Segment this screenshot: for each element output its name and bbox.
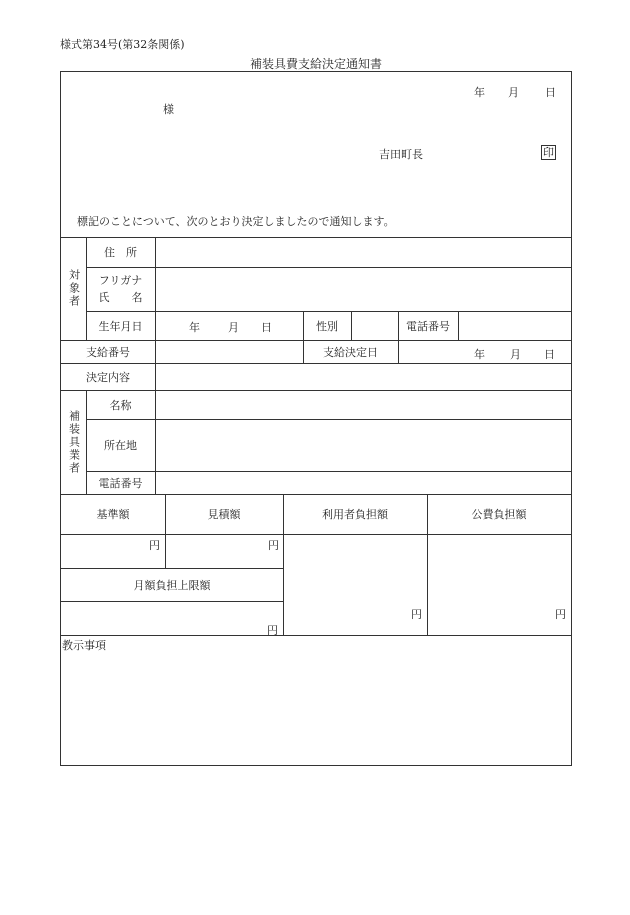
- standard-amount-label: 基準額: [96, 508, 130, 521]
- vendor-name-label: 名称: [109, 398, 132, 412]
- phone-value[interactable]: [458, 311, 571, 340]
- birth-year: 年: [189, 321, 200, 334]
- monthly-cap-yen: 円: [267, 624, 278, 637]
- vendor-location-value[interactable]: [155, 419, 571, 471]
- name-label: 氏 名: [98, 291, 143, 304]
- header-date-month: 月: [508, 86, 519, 99]
- page-title: 補装具費支給決定通知書: [250, 57, 383, 71]
- vendor-phone-value[interactable]: [155, 471, 571, 494]
- form-reference: 様式第34号(第32条関係): [60, 38, 185, 51]
- addressee-suffix: 様: [163, 103, 174, 116]
- vendor-phone-label: 電話番号: [98, 476, 143, 490]
- vendor-group-label: 補装具業者: [67, 409, 81, 475]
- decision-date-label: 支給決定日: [323, 345, 378, 359]
- public-burden-label: 公費負担額: [471, 508, 527, 521]
- header-date-year: 年: [474, 86, 485, 99]
- estimate-amount-label: 見積額: [207, 508, 241, 521]
- furigana-label: フリガナ: [98, 274, 143, 287]
- payment-number-value[interactable]: [155, 340, 303, 363]
- vendor-location-label: 所在地: [104, 439, 137, 452]
- instructions-label: 教示事項: [62, 639, 106, 652]
- user-burden-yen: 円: [411, 608, 422, 621]
- decision-date-month: 月: [510, 348, 521, 361]
- decision-date-year: 年: [474, 348, 485, 361]
- issuer-name: 吉田町長: [379, 148, 423, 161]
- address-label: 住 所: [104, 246, 137, 259]
- decision-content-label: 決定内容: [86, 370, 130, 384]
- monthly-cap-label: 月額負担上限額: [133, 578, 211, 592]
- estimate-amount-yen: 円: [268, 539, 279, 552]
- furigana-name-label: [86, 267, 155, 311]
- seal-mark: 印: [543, 146, 554, 159]
- decision-content-value[interactable]: [155, 363, 571, 390]
- name-value[interactable]: [155, 267, 571, 311]
- public-burden-yen: 円: [555, 608, 566, 621]
- notice-text: 標記のことについて、次のとおり決定しましたので通知します。: [77, 215, 395, 228]
- address-value[interactable]: [155, 237, 571, 267]
- decision-date-day: 日: [544, 348, 555, 361]
- birth-day: 日: [261, 321, 272, 334]
- sex-label: 性別: [316, 319, 338, 333]
- birthdate-label: 生年月日: [98, 319, 143, 333]
- vendor-name-value[interactable]: [155, 390, 571, 419]
- standard-amount-yen: 円: [149, 539, 160, 552]
- payment-number-label: 支給番号: [86, 345, 130, 359]
- notice-form: [60, 71, 572, 766]
- sex-value[interactable]: [351, 311, 398, 340]
- subject-group-label: 対象者: [67, 269, 81, 308]
- phone-label: 電話番号: [406, 319, 450, 333]
- user-burden-label: 利用者負担額: [322, 508, 388, 521]
- header-date-day: 日: [545, 86, 556, 99]
- birth-month: 月: [228, 321, 239, 334]
